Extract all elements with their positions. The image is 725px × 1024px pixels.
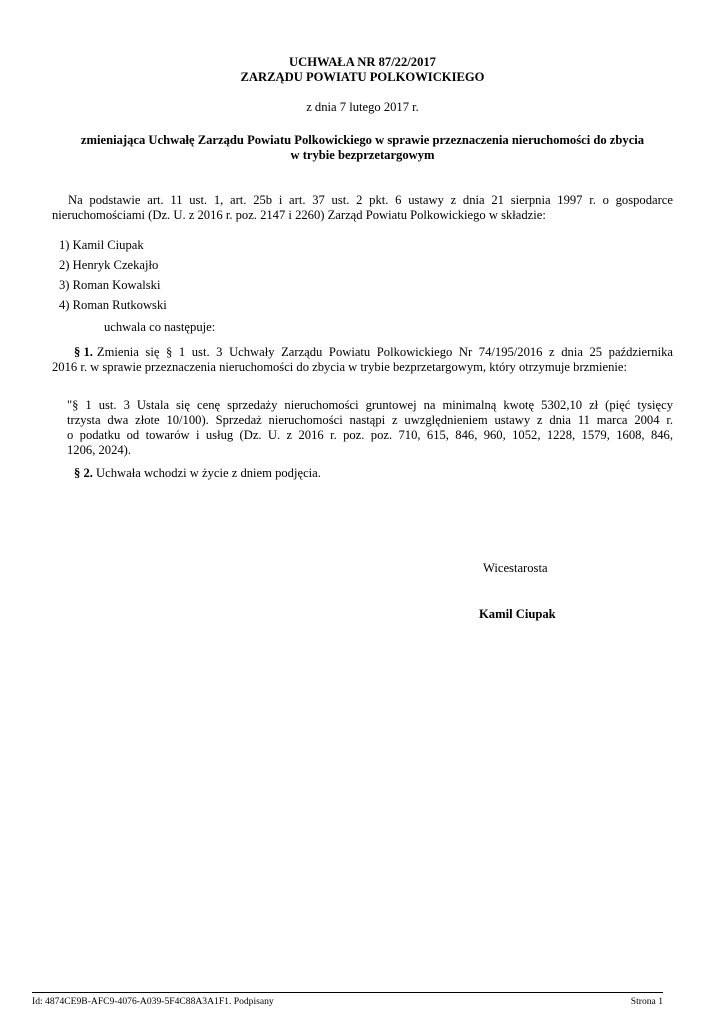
resolution-date: z dnia 7 lutego 2017 r. <box>306 100 419 114</box>
section-1-line-1: Zmienia się § 1 ust. 3 Uchwały Zarządu Powiatu Polkowickiego Nr 74/195/2016 z dnia 25 października <box>96 345 673 359</box>
subject-line-1: zmieniająca Uchwałę Zarządu Powiatu Polkowickiego w sprawie przeznaczenia nieruchomości do zbycia <box>80 133 645 147</box>
quote-line-2: trzysta dwa złote 10/100). Sprzedaż nieruchomości nastąpi z uwzględnieniem ustawy z dnia 11 marca 2004 r. <box>67 413 673 427</box>
member-4: 4) Roman Rutkowski <box>59 298 167 312</box>
resolves-line: uchwala co następuje: <box>104 320 216 334</box>
signatory-name: Kamil Ciupak <box>479 607 556 621</box>
section-1-first-line <box>74 345 673 361</box>
member-2: 2) Henryk Czekajło <box>59 258 159 272</box>
quote-line-4: 1206, 2024). <box>67 443 132 457</box>
footer-document-id: Id: 4874CE9B-AFC9-4076-A039-5F4C88A3A1F1. Podpisany <box>32 996 274 1007</box>
section-1-line-2: 2016 r. w sprawie przeznaczenia nieruchomości do zbycia w trybie bezprzetargowym, który otrzymuje brzmienie: <box>52 360 628 374</box>
section-2 <box>74 466 321 482</box>
footer-divider <box>32 992 663 993</box>
section-1-label: § 1. <box>74 345 93 359</box>
subject-line-2: w trybie bezprzetargowym <box>290 148 435 162</box>
member-3: 3) Roman Kowalski <box>59 278 161 292</box>
title-line-2: ZARZĄDU POWIATU POLKOWICKIEGO <box>240 70 485 84</box>
footer-page-number: Strona 1 <box>630 996 663 1007</box>
title-line-1: UCHWAŁA NR 87/22/2017 <box>289 55 436 69</box>
member-1: 1) Kamil Ciupak <box>59 238 144 252</box>
signatory-role: Wicestarosta <box>483 561 548 575</box>
quote-line-1: "§ 1 ust. 3 Ustala się cenę sprzedaży nieruchomości gruntowej na minimalną kwotę 5302,10 zł (pięć tysięcy <box>67 398 673 412</box>
quote-line-3: o podatku od towarów i usług (Dz. U. z 2016 r. poz. poz. 710, 615, 846, 960, 1052, 1228, 1579, 1608, 846, <box>67 428 673 442</box>
section-2-label: § 2. <box>74 466 93 480</box>
preamble-line-1: Na podstawie art. 11 ust. 1, art. 25b i art. 37 ust. 2 pkt. 6 ustawy z dnia 21 sierpnia 1997 r. o gospodarce <box>68 193 673 207</box>
preamble-line-2: nieruchomościami (Dz. U. z 2016 r. poz. 2147 i 2260) Zarząd Powiatu Polkowickiego w składzie: <box>52 208 546 222</box>
section-2-text: Uchwała wchodzi w życie z dniem podjęcia. <box>96 466 321 480</box>
